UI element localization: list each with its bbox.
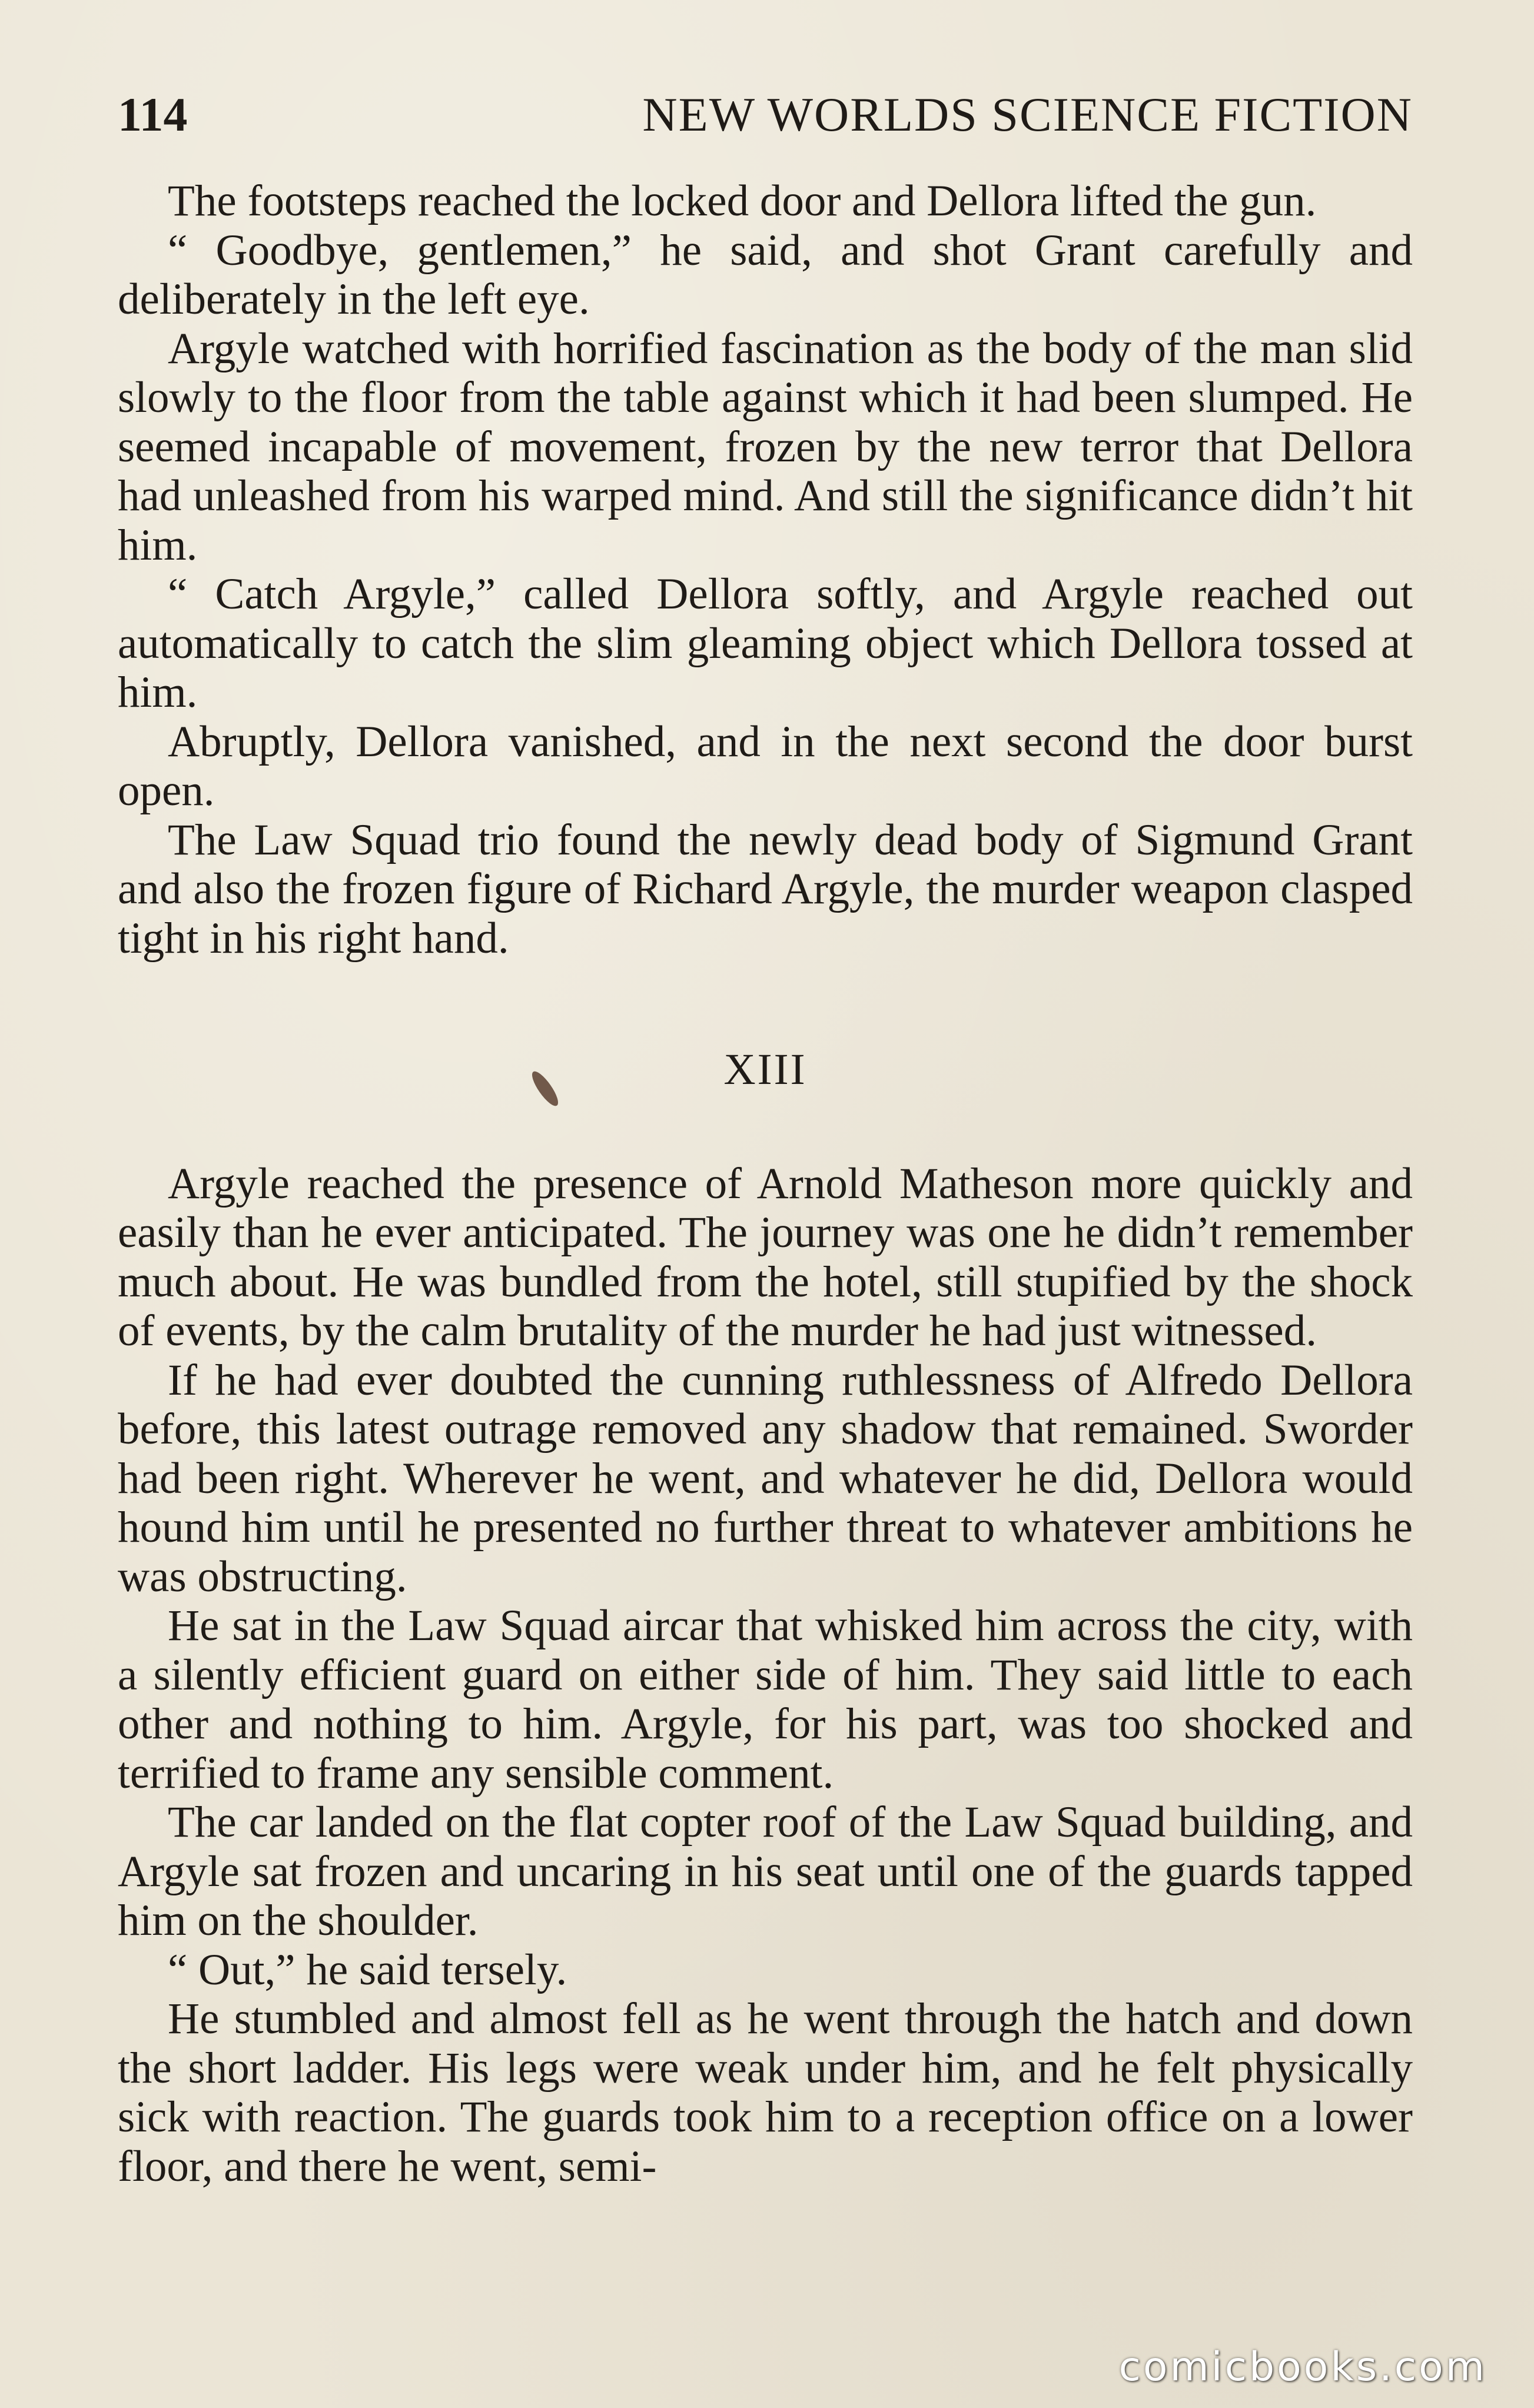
page-header [118, 82, 1413, 147]
running-head: NEW WORLDS SCIENCE FICTION [642, 88, 1413, 141]
chapter-heading: XIII [723, 1045, 807, 1094]
paragraph: He stumbled and almost fell as he went through the hatch and down the short ladder. His legs were weak under him, and he felt physically sick with reaction. The guards took him to a reception office on a lower floor, and there he went, semi- [118, 1994, 1413, 2191]
paragraph: Argyle watched with horrified fascination as the body of the man slid slowly to the floor from the table against which it had been slumped. He seemed incapable of movement, frozen by the new terror that Dellora had unleashed from his warped mind. And still the significance didn’t hit him. [118, 324, 1413, 570]
paragraph: The footsteps reached the locked door and Dellora lifted the gun. [168, 177, 1317, 225]
paragraph: “ Goodbye, gentlemen,” he said, and shot Grant carefully and deliberately in the left eye. [118, 225, 1413, 324]
body-text [118, 177, 1413, 2191]
paragraph: The Law Squad trio found the newly dead body of Sigmund Grant and also the frozen figure of Richard Argyle, the murder weapon clasped tight in his right hand. [118, 815, 1413, 963]
page-number: 114 [118, 88, 188, 141]
watermark: comicbooks.com [1118, 2344, 1487, 2390]
paragraph: The car landed on the flat copter roof of the Law Squad building, and Argyle sat frozen and uncaring in his seat until one of the guards tapped him on the shoulder. [118, 1798, 1413, 1945]
paragraph: Argyle reached the presence of Arnold Matheson more quickly and easily than he ever anticipated. The journey was one he didn’t remember much about. He was bundled from the hotel, still stupified by the shock of events, by the calm brutality of the murder he had just witnessed. [118, 1159, 1413, 1355]
paragraph: Abruptly, Dellora vanished, and in the next second the door burst open. [118, 717, 1413, 815]
paragraph: “ Catch Argyle,” called Dellora softly, and Argyle reached out automatically to catch the slim gleaming object which Dellora tossed at him. [118, 570, 1413, 717]
paragraph: “ Out,” he said tersely. [168, 1945, 567, 1994]
paragraph: He sat in the Law Squad aircar that whisked him across the city, with a silently efficient guard on either side of him. They said little to each other and nothing to him. Argyle, for his part, was too shocked and terrified to frame any sensible comment. [118, 1601, 1413, 1798]
paragraph: If he had ever doubted the cunning ruthlessness of Alfredo Dellora before, this latest outrage removed any shadow that remained. Sworder had been right. Wherever he went, and whatever he did, Dellora would hound him until he presented no further threat to whatever ambitions he was obstructing. [118, 1355, 1413, 1601]
